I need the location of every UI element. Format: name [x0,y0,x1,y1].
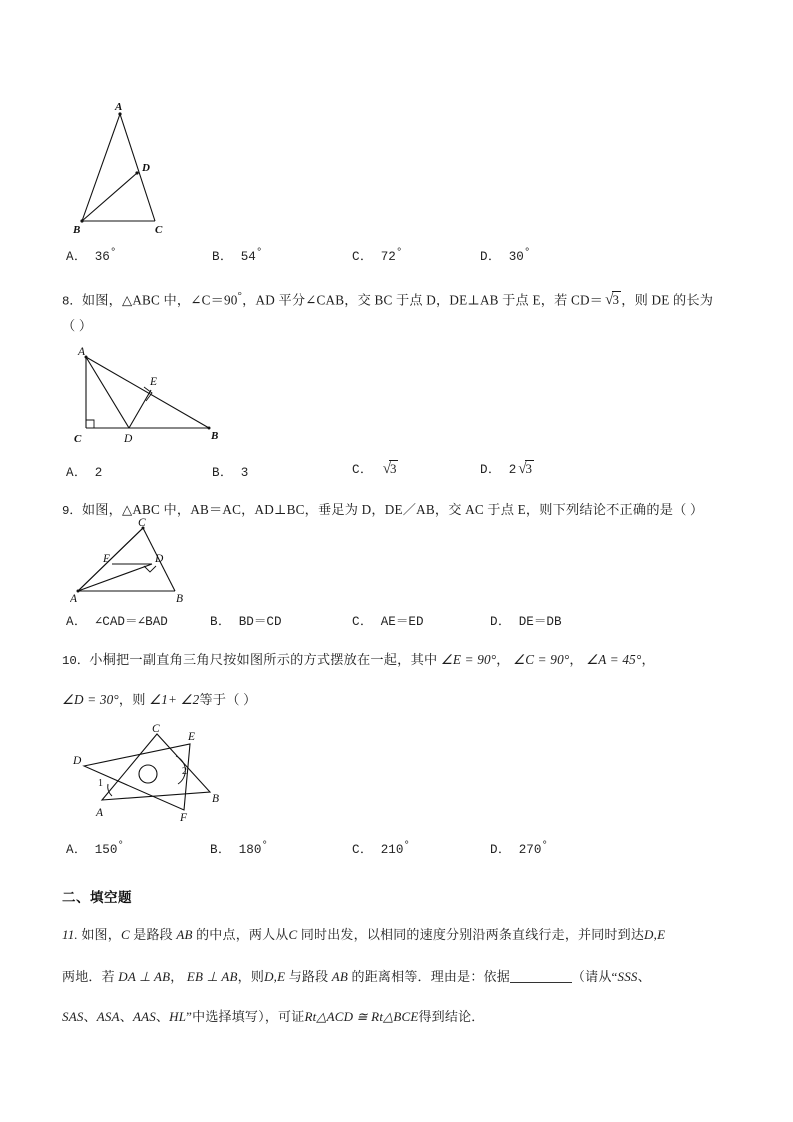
figure-q10-two-rulers [72,722,247,822]
radical-sqrt3-q8-optC: √3 [382,461,397,477]
q10-condition-E: ∠E = 90° [440,652,497,667]
q8-options [62,461,762,487]
q11-line1: 11. 如图，C 是路段 AB 的中点，两人从C 同时出发，以相同的速度分别沿两条直线行走，并同时到达D,E [62,927,666,942]
figure-q10-label-A: A [96,807,104,819]
section-heading-fill-in-blanks: 二、填空题 [62,890,132,905]
q8-option-D[interactable]: D． 2 √3 [480,461,533,477]
figure-q9-label-D: D [155,553,164,565]
q10-stem-line2: ∠D = 30°，则 ∠1+ ∠2等于（ ） [62,692,257,707]
q10-option-A[interactable]: A． 150° [66,839,125,857]
figure-q9-label-E: E [103,553,111,565]
q7-option-A[interactable]: A． 36° [66,246,117,264]
q7-options [62,245,762,271]
figure-q9-isosceles-triangle [70,516,220,604]
q9-stem: 9．如图，△ABC 中，AB＝AC，AD⊥BC，垂足为 D，DE／AB，交 AC 于点 E，则下列结论不正确的是（ ） [62,502,704,518]
figure-q7-triangle [72,100,252,240]
q10-option-B[interactable]: B． 180° [210,839,269,857]
figure-q10-label-angle2: 2 [182,766,187,777]
q10-option-C[interactable]: C． 210° [352,839,411,857]
figure-q7-label-D: D [142,162,150,174]
q8-option-B[interactable]: B． 3 [212,466,249,480]
q11-line2: 两地．若 DA ⊥ AB， EB ⊥ AB，则D,E 与路段 AB 的距离相等．理由是：依据 （请从“SSS、 [62,969,651,984]
figure-q8-right-triangle [68,345,248,450]
figure-q10-label-C: C [152,723,160,735]
q8-stem-line2: （ ） [62,318,93,333]
q10-expression: ∠1+ ∠2 [149,692,200,707]
radical-sqrt3-q8: √3 [605,292,620,309]
figure-q10-label-B: B [212,793,220,805]
radical-sqrt3-q8-optD: √3 [518,461,533,477]
q8-stem-line1: 8．如图，△ABC 中，∠C＝90°，AD 平分∠CAB，交 BC 于点 D，DE⊥AB 于点 E，若 CD＝ √3 ，则 DE 的长为 [62,281,752,316]
figure-q9-label-C: C [138,517,146,529]
q9-option-A[interactable]: A． ∠CAD＝∠BAD [66,615,168,629]
figure-q7-label-A: A [115,101,123,113]
figure-q8-label-B: B [211,430,219,442]
q9-option-D[interactable]: D． DE＝DB [490,615,562,629]
figure-q8-label-A: A [78,346,86,358]
q8-option-C[interactable]: C． √3 [352,461,397,477]
figure-q9-label-A: A [70,593,78,604]
q7-option-C[interactable]: C． 72° [352,246,403,264]
figure-q10-label-angle1: 1 [98,778,103,789]
q7-option-B[interactable]: B． 54° [212,246,263,264]
figure-q10-label-D: D [73,755,82,767]
q10-condition-C: ∠C = 90° [513,652,570,667]
q10-condition-A: ∠A = 45° [586,652,642,667]
figure-q8-label-D: D [124,433,133,445]
q10-option-D[interactable]: D． 270° [490,839,549,857]
q10-stem-line1: 10．小桐把一副直角三角尺按如图所示的方式摆放在一起，其中 ∠E = 90°， ∠C = 90°， ∠A = 45°， [62,652,655,668]
q10-condition-D: ∠D = 30° [62,692,119,707]
figure-q10-label-E: E [188,731,196,743]
figure-q8-label-C: C [74,433,82,445]
figure-q7-label-B: B [73,224,81,236]
q7-option-D[interactable]: D． 30° [480,246,531,264]
figure-q7-label-C: C [155,224,163,236]
q11-line3: SAS、ASA、AAS、HL”中选择填写），可证Rt△ACD ≅ Rt△BCE得到结论． [62,1009,485,1024]
q8-option-A[interactable]: A． 2 [66,466,103,480]
q9-options [62,610,762,636]
q9-option-C[interactable]: C． AE＝ED [352,615,424,629]
q9-option-B[interactable]: B． BD＝CD [210,615,282,629]
q10-options [62,838,762,864]
figure-q8-label-E: E [150,376,158,388]
figure-q10-label-F: F [180,812,188,822]
figure-q9-label-B: B [176,593,184,604]
q11-answer-blank[interactable] [510,969,572,983]
